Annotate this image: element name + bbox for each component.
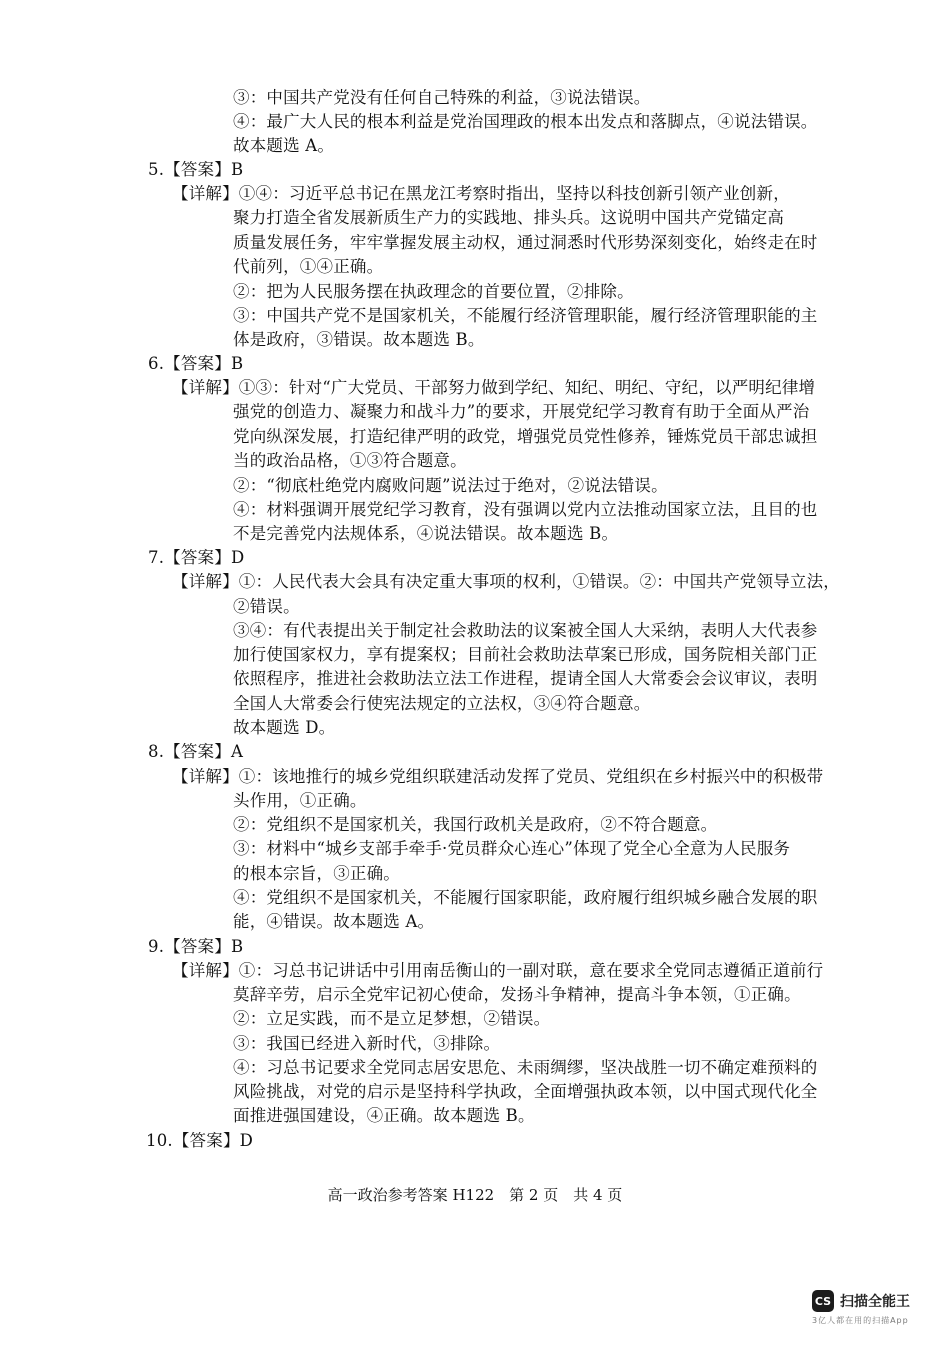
text-line: 风险挑战，对党的启示是坚持科学执政，全面增强执政本领，以中国式现代化全 <box>233 1082 818 1101</box>
text-line: ③：材料中“城乡支部手牵手·党员群众心连心”体现了党全心全意为人民服务 <box>233 839 791 858</box>
text-line: 全国人大常委会行使宪法规定的立法权，③④符合题意。 <box>233 694 651 713</box>
question-answer-8: 8.【答案】A <box>148 742 244 761</box>
text-line: 代前列，①④正确。 <box>233 257 384 276</box>
text-line: ④：党组织不是国家机关，不能履行国家职能，政府履行组织城乡融合发展的职 <box>233 888 818 907</box>
text-line: 的根本宗旨，③正确。 <box>233 864 400 883</box>
text-line: 质量发展任务，牢牢掌握发展主动权，通过洞悉时代形势深刻变化，始终走在时 <box>233 233 818 252</box>
camscanner-logo-icon: CS <box>812 1290 834 1312</box>
text-line: ③④：有代表提出关于制定社会救助法的议案被全国人大采纳，表明人大代表参 <box>233 621 818 640</box>
question-detail-6: 【详解】①③：针对“广大党员、干部努力做到学纪、知纪、明纪、守纪，以严明纪律增 <box>172 378 816 397</box>
text-line: ③：中国共产党不是国家机关，不能履行经济管理职能，履行经济管理职能的主 <box>233 306 818 325</box>
text-line: 依照程序，推进社会救助法立法工作进程，提请全国人大常委会会议审议，表明 <box>233 669 818 688</box>
page-footer: 高一政治参考答案 H122 第 2 页 共 4 页 <box>327 1186 623 1204</box>
question-answer-5: 5.【答案】B <box>148 160 244 179</box>
text-line: 当的政治品格，①③符合题意。 <box>233 451 467 470</box>
text-line: 党向纵深发展，打造纪律严明的政党，增强党员党性修养，锤炼党员干部忠诚担 <box>233 427 818 446</box>
text-line: 头作用，①正确。 <box>233 791 367 810</box>
text-line: 面推进强国建设，④正确。故本题选 B。 <box>233 1106 535 1125</box>
text-line: ④：最广大人民的根本利益是党治国理政的根本出发点和落脚点，④说法错误。 <box>233 112 818 131</box>
watermark-tagline: 3亿人都在用的扫描App <box>812 1316 909 1325</box>
text-line: 能，④错误。故本题选 A。 <box>233 912 435 931</box>
question-answer-9: 9.【答案】B <box>148 937 244 956</box>
text-line: 聚力打造全省发展新质生产力的实践地、排头兵。这说明中国共产党锚定高 <box>233 208 785 227</box>
text-line: ②：“彻底杜绝党内腐败问题”说法过于绝对，②说法错误。 <box>233 476 668 495</box>
text-line: 加行使国家权力，享有提案权；目前社会救助法草案已形成，国务院相关部门正 <box>233 645 818 664</box>
text-line: ②：立足实践，而不是立足梦想，②错误。 <box>233 1009 551 1028</box>
text-line: 莫辞辛劳，启示全党牢记初心使命，发扬斗争精神，提高斗争本领，①正确。 <box>233 985 801 1004</box>
question-detail-5: 【详解】①④：习近平总书记在黑龙江考察时指出，坚持以科技创新引领产业创新， <box>172 184 790 203</box>
text-line: 体是政府，③错误。故本题选 B。 <box>233 330 485 349</box>
text-line: ②错误。 <box>233 597 300 616</box>
text-line: 故本题选 A。 <box>233 136 335 155</box>
question-detail-9: 【详解】①：习总书记讲话中引用南岳衡山的一副对联，意在要求全党同志遵循正道前行 <box>172 961 824 980</box>
text-line: 强党的创造力、凝聚力和战斗力”的要求，开展党纪学习教育有助于全面从严治 <box>233 402 810 421</box>
question-detail-7: 【详解】①：人民代表大会具有决定重大事项的权利，①错误。②：中国共产党领导立法， <box>172 572 840 591</box>
question-answer-6: 6.【答案】B <box>148 354 244 373</box>
text-line: ③：我国已经进入新时代，③排除。 <box>233 1034 501 1053</box>
text-line: ③：中国共产党没有任何自己特殊的利益，③说法错误。 <box>233 88 651 107</box>
text-line: ④：习总书记要求全党同志居安思危、未雨绸缪，坚决战胜一切不确定难预料的 <box>233 1058 818 1077</box>
text-line: ②：把为人民服务摆在执政理念的首要位置，②排除。 <box>233 282 634 301</box>
text-line: 不是完善党内法规体系，④说法错误。故本题选 B。 <box>233 524 619 543</box>
question-answer-7: 7.【答案】D <box>148 548 245 567</box>
question-answer-10: 10.【答案】D <box>146 1131 254 1150</box>
watermark-brand: 扫描全能王 <box>840 1294 910 1310</box>
text-line: ②：党组织不是国家机关，我国行政机关是政府，②不符合题意。 <box>233 815 718 834</box>
scanner-watermark <box>812 1290 930 1326</box>
text-line: ④：材料强调开展党纪学习教育，没有强调以党内立法推动国家立法，且目的也 <box>233 500 818 519</box>
question-detail-8: 【详解】①：该地推行的城乡党组织联建活动发挥了党员、党组织在乡村振兴中的积极带 <box>172 767 824 786</box>
text-line: 故本题选 D。 <box>233 718 336 737</box>
